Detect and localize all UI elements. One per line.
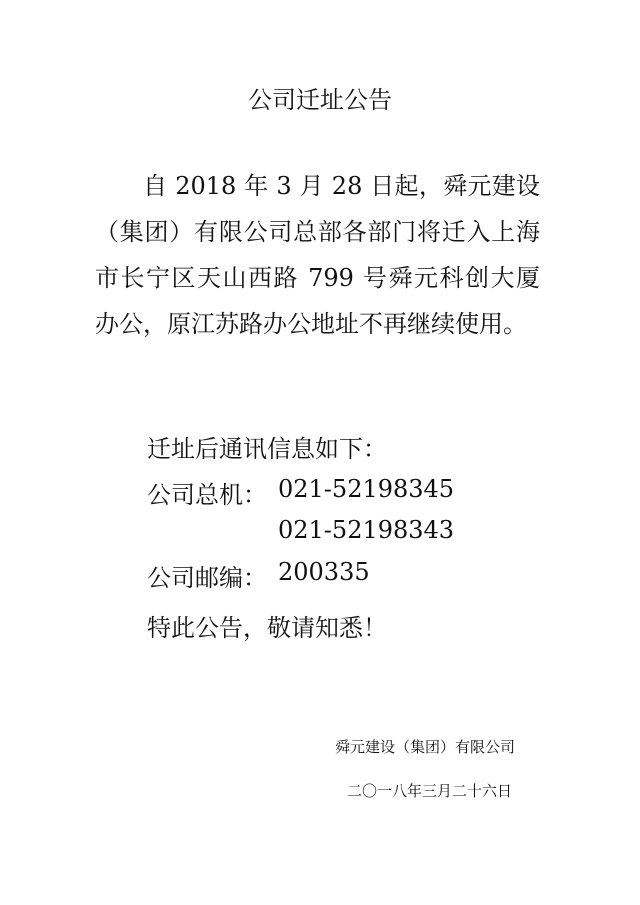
signature-date: 二〇一八年三月二十六日: [347, 782, 513, 800]
contact-heading: 迁址后通讯信息如下：: [147, 435, 387, 463]
notice-body: 自 2018 年 3 月 28 日起，舜元建设（集团）有限公司总部各部门将迁入上海市长宁区天山西路 799 号舜元科创大厦办公，原江苏路办公地址不再继续使用。: [95, 172, 540, 338]
closing-statement: 特此公告，敬请知悉！: [147, 614, 387, 642]
zip-value: 200335: [278, 558, 370, 586]
phone-number-2: 021-52198343: [278, 516, 455, 544]
signature-company: 舜元建设（集团）有限公司: [335, 738, 516, 756]
phone-number-1: 021-52198345: [278, 475, 455, 503]
phone-label: 公司总机：: [147, 481, 267, 509]
page-title: 公司迁址公告: [248, 86, 392, 114]
zip-label: 公司邮编：: [147, 564, 267, 592]
